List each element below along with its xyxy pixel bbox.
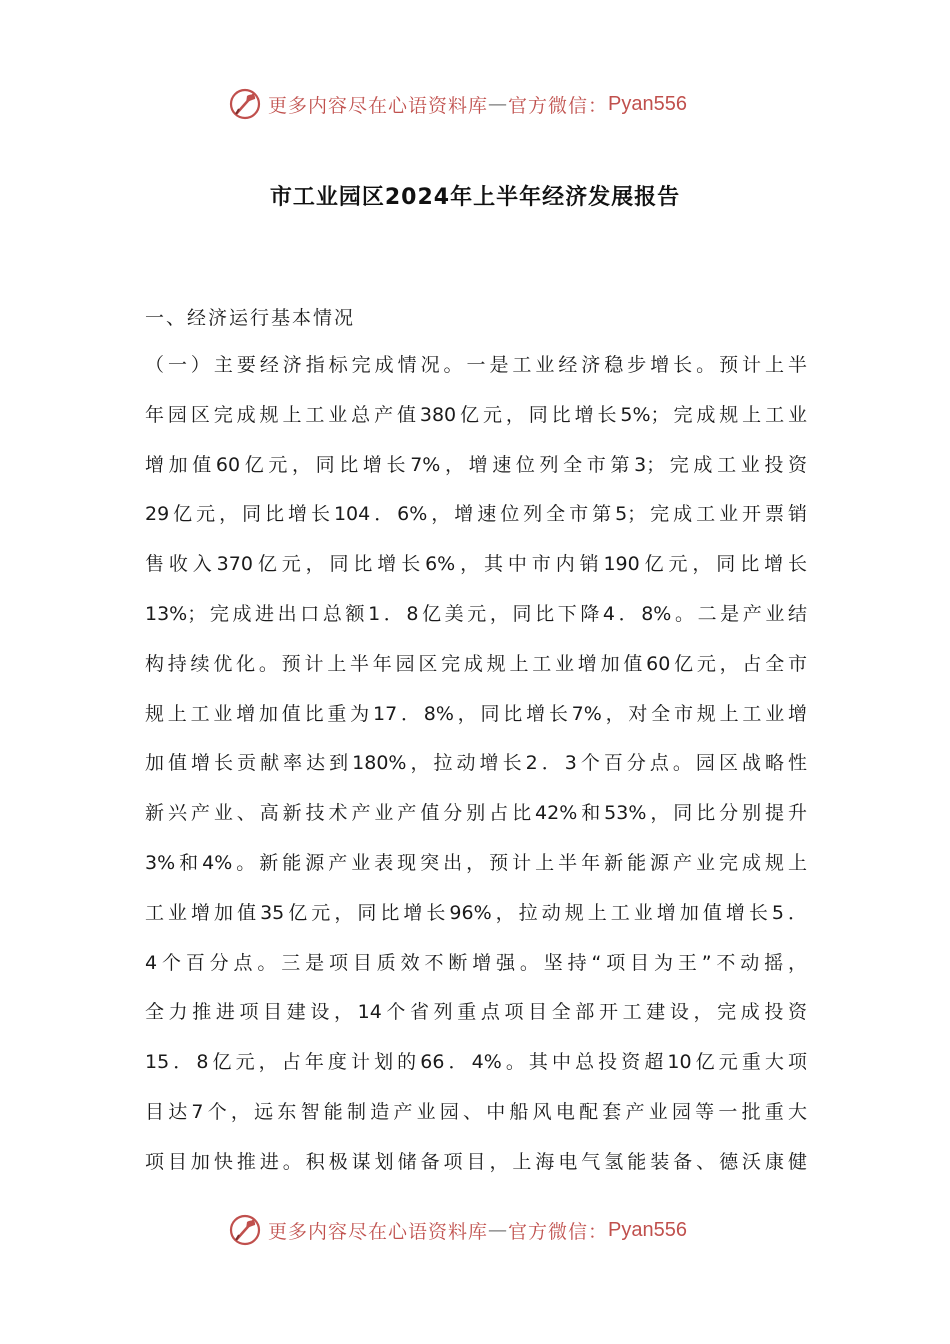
- body-paragraph: [145, 341, 807, 1188]
- watermark-official-label: 官方微信：: [508, 1220, 609, 1243]
- watermark-text: 更多内容尽在心语资料库: [268, 94, 489, 117]
- watermark-text: 更多内容尽在心语资料库: [268, 1220, 489, 1243]
- paragraph-line: 29亿元，同比增长104．6%，增速位列全市第5；完成工业开票销: [145, 503, 807, 526]
- watermark-official-label: 官方微信：: [508, 94, 609, 117]
- paragraph-line: 13%；完成进出口总额1．8亿美元，同比下降4．8%。二是产业结: [145, 602, 807, 625]
- paragraph-line: 工业增加值35亿元，同比增长96%，拉动规上工业增加值增长5．: [145, 901, 807, 924]
- quill-pen-logo-icon: [228, 87, 262, 121]
- paragraph-line: 项目加快推进。积极谋划储备项目，上海电气氢能装备、德沃康健: [145, 1150, 807, 1173]
- footer-watermark: [228, 1210, 687, 1250]
- watermark-wechat-id: Pyan556: [608, 1218, 687, 1241]
- watermark-wechat-id: Pyan556: [608, 92, 687, 115]
- paragraph-line: 加值增长贡献率达到180%，拉动增长2．3个百分点。园区战略性: [145, 752, 807, 775]
- watermark-separator: —: [488, 1219, 509, 1241]
- paragraph-line: 构持续优化。预计上半年园区完成规上工业增加值60亿元，占全市: [145, 652, 807, 675]
- header-watermark: [228, 84, 687, 124]
- paragraph-line: 新兴产业、高新技术产业产值分别占比42%和53%，同比分别提升: [145, 802, 807, 825]
- paragraph-line: 目达7个，远东智能制造产业园、中船风电配套产业园等一批重大: [145, 1100, 807, 1123]
- quill-pen-logo-icon: [228, 1213, 262, 1247]
- section-heading: 一、经济运行基本情况: [145, 307, 356, 329]
- paragraph-line: 售收入370亿元，同比增长6%，其中市内销190亿元，同比增长: [145, 553, 807, 576]
- paragraph-line: （一）主要经济指标完成情况。一是工业经济稳步增长。预计上半: [145, 354, 807, 376]
- watermark-separator: —: [488, 93, 509, 115]
- paragraph-line: 全力推进项目建设，14个省列重点项目全部开工建设，完成投资: [145, 1001, 807, 1024]
- paragraph-line: 15．8亿元，占年度计划的66．4%。其中总投资超10亿元重大项: [145, 1051, 807, 1074]
- paragraph-line: 年园区完成规上工业总产值380亿元，同比增长5%；完成规上工业: [145, 403, 807, 426]
- page-title: 市工业园区2024年上半年经济发展报告: [269, 185, 681, 210]
- paragraph-line: 规上工业增加值比重为17．8%，同比增长7%，对全市规上工业增: [145, 702, 807, 725]
- paragraph-line: 3%和4%。新能源产业表现突出，预计上半年新能源产业完成规上: [145, 851, 807, 874]
- paragraph-line: 4个百分点。三是项目质效不断增强。坚持“项目为王”不动摇，: [145, 951, 807, 974]
- paragraph-line: 增加值60亿元，同比增长7%，增速位列全市第3；完成工业投资: [145, 453, 807, 476]
